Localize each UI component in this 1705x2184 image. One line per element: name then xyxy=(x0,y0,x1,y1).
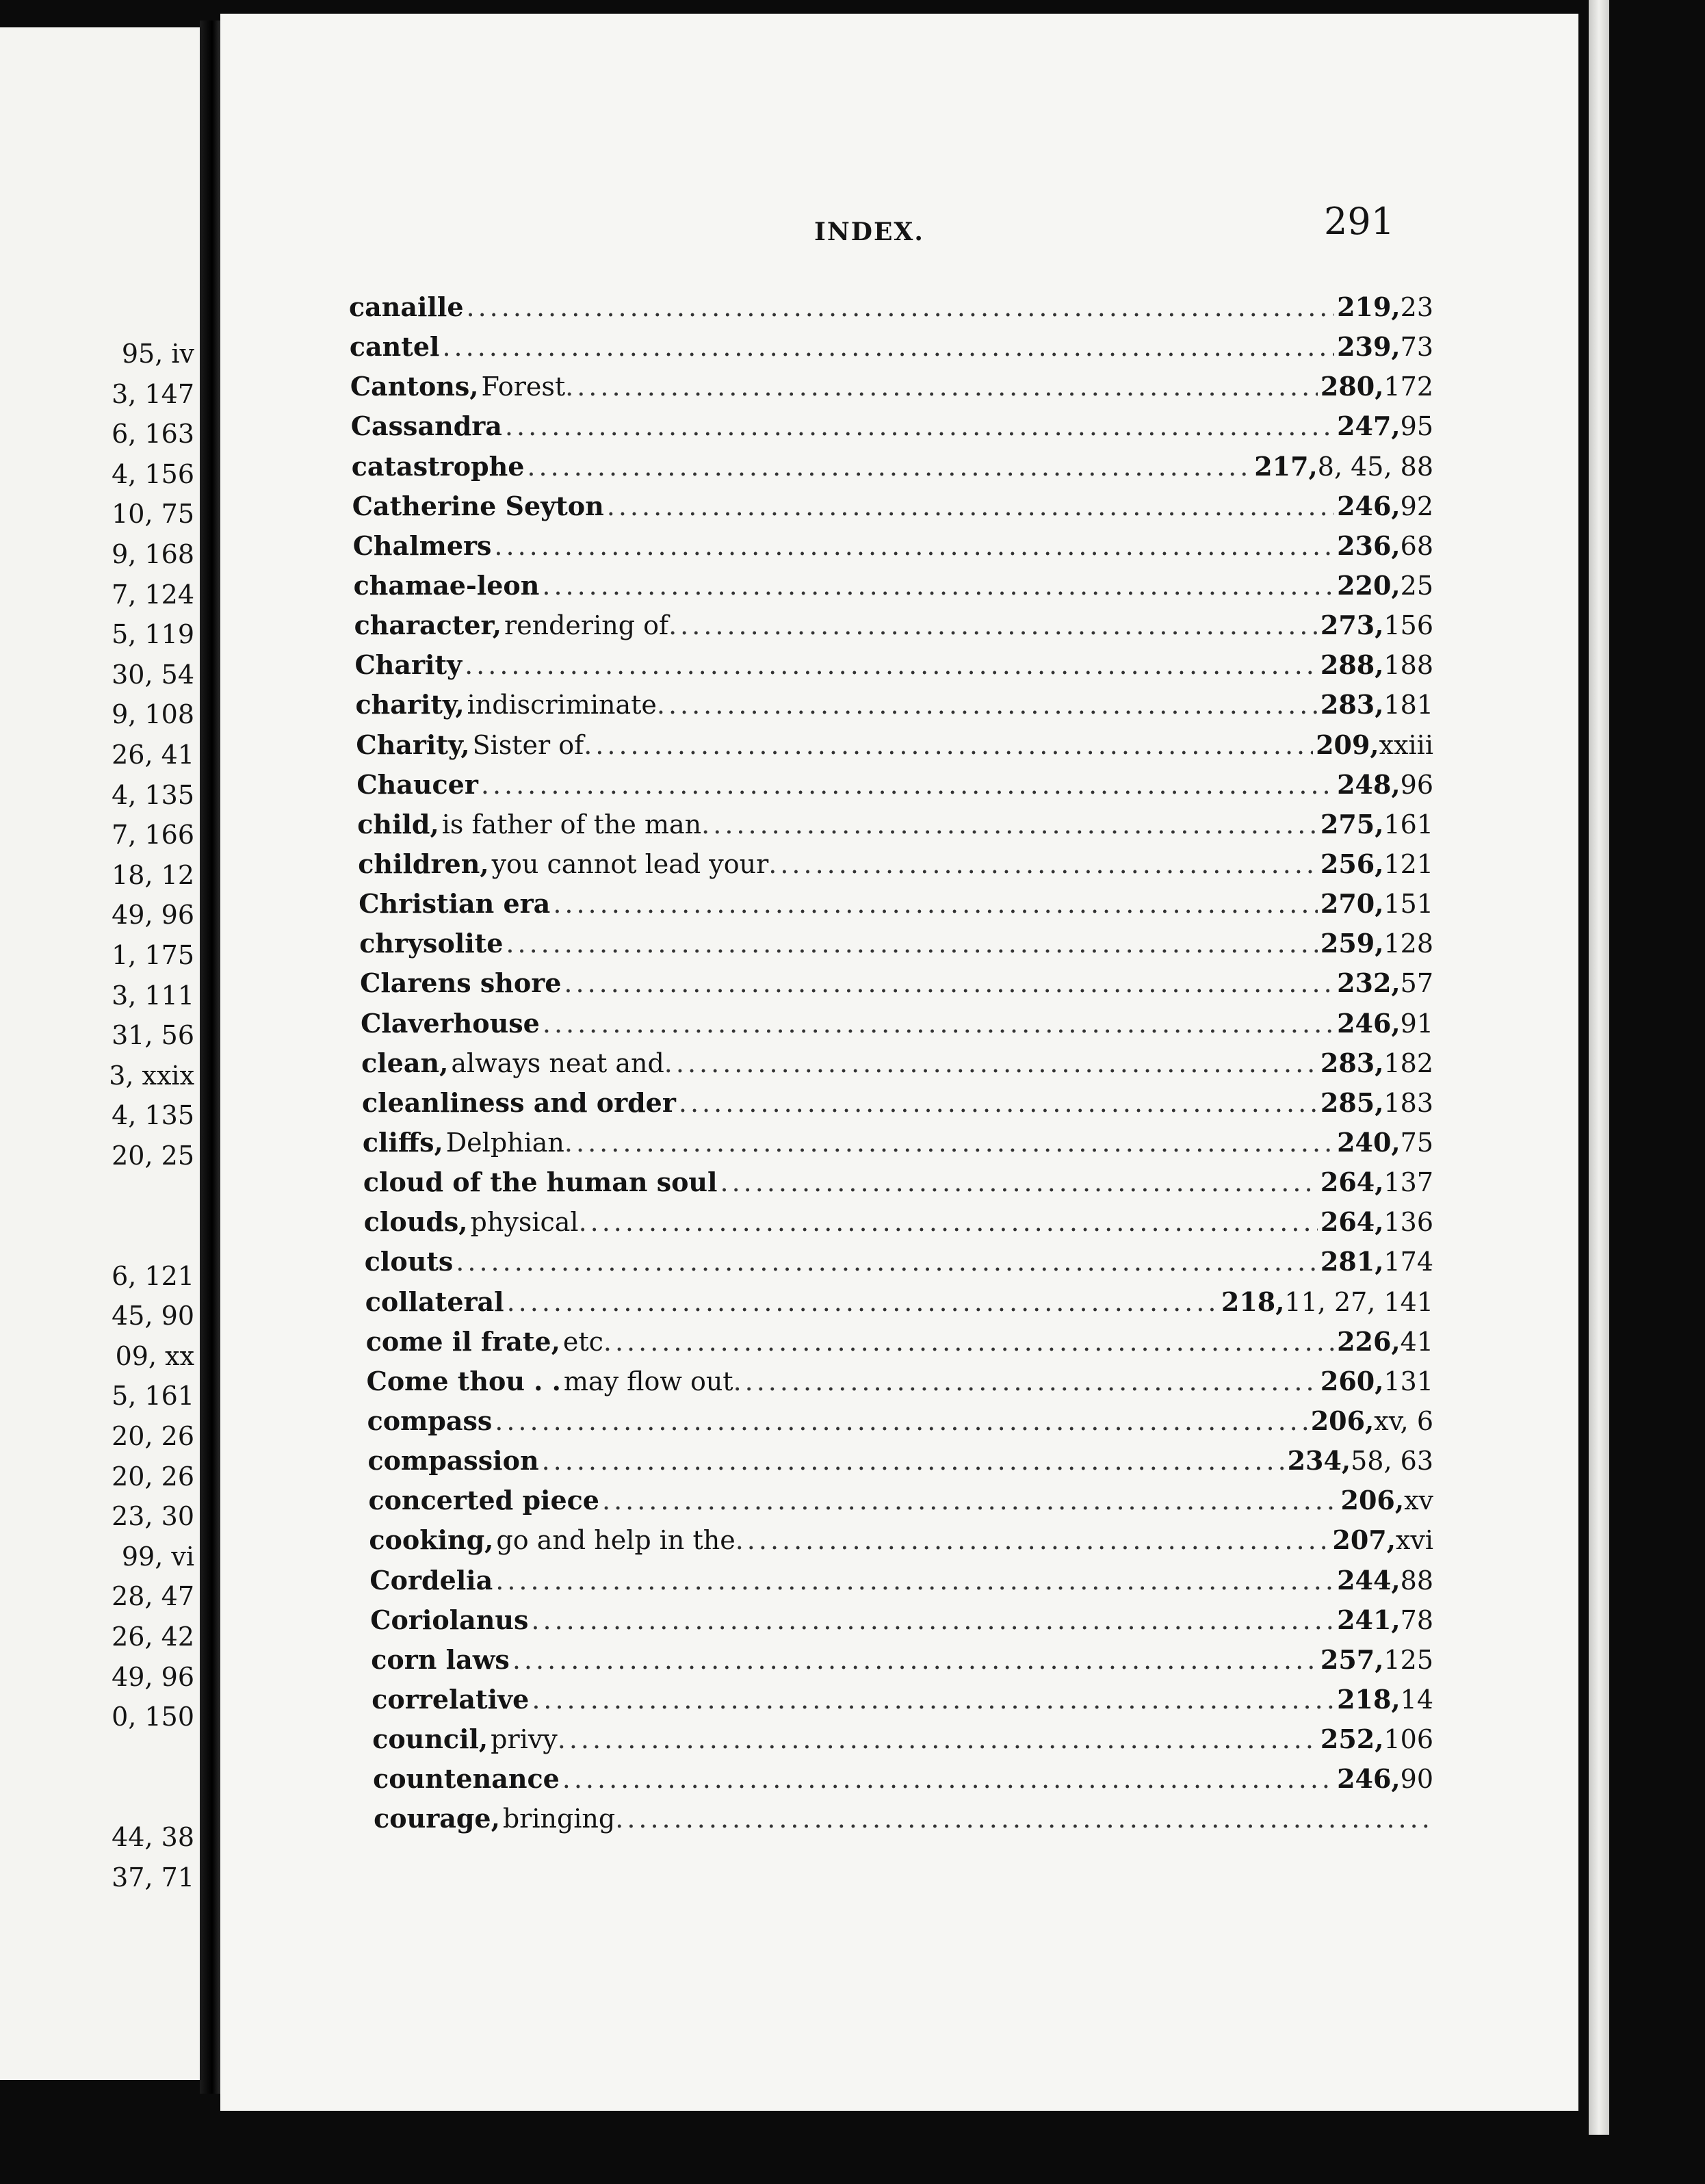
page-reference: 281, xyxy=(1320,1246,1384,1277)
dot-leader xyxy=(720,1162,1318,1202)
index-term: Chaucer xyxy=(356,768,478,800)
page-reference: 247, xyxy=(1337,411,1401,442)
page-reference: 220, xyxy=(1337,569,1401,601)
index-entry xyxy=(349,765,1433,805)
dot-leader xyxy=(494,526,1334,566)
dot-leader xyxy=(579,1202,1318,1242)
page-reference-extra: 172 xyxy=(1383,372,1433,402)
page-reference: 206, xyxy=(1310,1405,1375,1436)
index-term: concerted piece xyxy=(368,1485,599,1516)
facing-page-line: 37, 71 xyxy=(112,1862,194,1893)
dot-leader xyxy=(543,1004,1334,1043)
dot-leader xyxy=(512,1640,1318,1680)
index-term: come il frate, xyxy=(365,1325,560,1357)
index-entry xyxy=(349,327,1433,367)
index-term: character, xyxy=(354,610,502,641)
index-term: Cantons, xyxy=(350,371,479,402)
page-reference-extra: 11, 27, 141 xyxy=(1284,1286,1433,1317)
page-reference: 240, xyxy=(1337,1126,1401,1158)
page-reference-extra: 125 xyxy=(1383,1644,1433,1675)
dot-leader xyxy=(679,1083,1318,1123)
dot-leader xyxy=(542,1441,1285,1481)
index-term: Claverhouse xyxy=(361,1007,540,1039)
facing-page-line: 3, 111 xyxy=(112,980,194,1011)
page-reference-extra: 128 xyxy=(1383,928,1433,959)
page-reference-extra: xv, 6 xyxy=(1374,1405,1433,1436)
dot-leader xyxy=(736,1520,1330,1560)
page-reference: 209, xyxy=(1316,729,1379,760)
dot-leader xyxy=(481,765,1334,805)
page-reference-extra: 91 xyxy=(1400,1008,1433,1039)
index-term: cooking, xyxy=(369,1524,494,1556)
page-reference-extra: 174 xyxy=(1383,1247,1433,1277)
page-reference-extra: 23 xyxy=(1400,292,1433,322)
dot-leader xyxy=(506,924,1318,963)
index-term: collateral xyxy=(365,1286,504,1317)
index-term: corn laws xyxy=(371,1643,510,1675)
facing-page-line xyxy=(109,1175,194,1216)
index-entry xyxy=(349,844,1433,884)
dot-leader xyxy=(564,1123,1334,1162)
index-entry xyxy=(349,1600,1433,1640)
facing-page-line: 18, 12 xyxy=(112,859,194,890)
facing-page-line: 30, 54 xyxy=(112,659,194,690)
page-reference-extra: 96 xyxy=(1400,769,1433,800)
page-reference: 241, xyxy=(1337,1604,1401,1635)
page-reference-extra: 95 xyxy=(1400,411,1433,442)
page-reference-extra: 88 xyxy=(1400,1565,1433,1596)
index-entry xyxy=(349,1043,1433,1083)
dot-leader xyxy=(505,406,1334,446)
index-entry xyxy=(349,1481,1433,1520)
facing-page-line: 26, 42 xyxy=(112,1622,194,1652)
page-reference-extra: 137 xyxy=(1383,1167,1433,1198)
page-reference-extra: 106 xyxy=(1383,1724,1433,1755)
facing-page-line: 6, 121 xyxy=(112,1260,194,1291)
index-qualifier: is father of the man xyxy=(441,809,702,840)
page-reference-extra: 131 xyxy=(1383,1366,1433,1396)
book-gutter xyxy=(200,21,220,2094)
dot-leader xyxy=(456,1242,1318,1282)
index-term: clean, xyxy=(361,1047,449,1078)
page-reference: 244, xyxy=(1337,1564,1401,1596)
page-reference-extra: 73 xyxy=(1400,332,1433,363)
page-number: 291 xyxy=(1324,200,1395,243)
dot-leader xyxy=(768,844,1318,884)
index-term: correlative xyxy=(372,1683,530,1715)
index-entry xyxy=(349,1322,1433,1362)
index-qualifier: always neat and xyxy=(451,1048,664,1078)
page-reference: 252, xyxy=(1320,1724,1384,1755)
index-qualifier: you cannot lead your xyxy=(491,848,769,879)
page-reference-extra: 182 xyxy=(1383,1048,1433,1078)
dot-leader xyxy=(664,1043,1318,1083)
index-term: Clarens shore xyxy=(360,967,562,999)
dot-leader xyxy=(607,486,1334,526)
page-reference: 280, xyxy=(1320,371,1384,402)
facing-page-line: 7, 166 xyxy=(112,820,194,850)
facing-page-references xyxy=(109,334,194,1897)
facing-page-line: 09, xx xyxy=(115,1340,194,1371)
index-qualifier: bringing xyxy=(502,1804,616,1834)
index-term: canaille xyxy=(349,291,464,322)
page-reference: 239, xyxy=(1337,331,1401,363)
dot-leader xyxy=(701,805,1318,844)
index-term: cliffs, xyxy=(362,1126,443,1158)
index-qualifier: indiscriminate xyxy=(467,690,657,720)
facing-page-line: 20, 26 xyxy=(112,1421,194,1452)
index-entry xyxy=(349,1441,1433,1481)
index-qualifier: rendering of xyxy=(504,610,669,641)
page-reference-extra: 25 xyxy=(1400,570,1433,601)
index-term: council, xyxy=(372,1724,489,1755)
facing-page-line: 9, 168 xyxy=(112,538,194,569)
page-reference: 270, xyxy=(1320,888,1384,920)
page-reference-extra: 75 xyxy=(1400,1127,1433,1158)
index-entry xyxy=(349,1719,1433,1759)
facing-page xyxy=(0,27,200,2080)
index-entry xyxy=(349,1202,1433,1242)
page-reference-extra: 156 xyxy=(1383,610,1433,641)
page-reference-extra: 136 xyxy=(1383,1207,1433,1238)
page-reference-extra: 92 xyxy=(1400,491,1433,521)
page-reference: 283, xyxy=(1320,1047,1384,1078)
page-reference: 275, xyxy=(1320,808,1384,840)
dot-leader xyxy=(553,884,1318,924)
index-entry xyxy=(349,606,1433,645)
facing-page-line: 49, 96 xyxy=(112,900,194,931)
page-reference-extra: 188 xyxy=(1383,650,1433,681)
index-term: children, xyxy=(358,848,489,879)
page-reference: 219, xyxy=(1337,291,1401,322)
index-term: countenance xyxy=(373,1763,560,1795)
index-term: Coriolanus xyxy=(370,1604,529,1635)
page-reference-extra: 181 xyxy=(1383,690,1433,720)
page-reference-extra: 8, 45, 88 xyxy=(1317,451,1433,482)
facing-page-line xyxy=(109,1777,194,1817)
dot-leader xyxy=(562,1759,1334,1799)
index-entry xyxy=(349,1401,1433,1441)
index-term: Chalmers xyxy=(352,530,492,561)
facing-page-line: 23, 30 xyxy=(112,1501,194,1532)
page-reference: 259, xyxy=(1320,928,1384,959)
index-term: Come thou . . xyxy=(366,1365,561,1396)
index-entry xyxy=(349,406,1433,446)
index-term: cantel xyxy=(349,331,440,363)
index-qualifier: etc xyxy=(562,1326,603,1357)
facing-page-line: 9, 108 xyxy=(112,699,194,730)
index-term: cloud of the human soul xyxy=(363,1167,718,1198)
index-term: Christian era xyxy=(359,888,551,920)
index-term: chrysolite xyxy=(359,928,504,959)
facing-page-line: 28, 47 xyxy=(112,1581,194,1612)
page-reference: 260, xyxy=(1320,1365,1384,1396)
dot-leader xyxy=(668,606,1318,645)
page-reference: 218, xyxy=(1337,1683,1401,1715)
index-entry xyxy=(349,1520,1433,1560)
index-entry xyxy=(349,805,1433,844)
index-entry xyxy=(349,1123,1433,1162)
facing-page-line: 5, 119 xyxy=(112,619,194,650)
index-qualifier: physical xyxy=(470,1207,579,1238)
page-reference-extra: xv xyxy=(1404,1485,1433,1516)
facing-page-line: 45, 90 xyxy=(112,1301,194,1331)
page-reference: 217, xyxy=(1254,450,1318,482)
index-entry xyxy=(349,645,1433,685)
page-reference-extra: 57 xyxy=(1400,968,1433,999)
page-edge xyxy=(1589,0,1609,2135)
index-term: chamae-leon xyxy=(353,569,540,601)
dot-leader xyxy=(564,963,1334,1003)
index-entry xyxy=(349,367,1433,406)
page-reference-extra: 68 xyxy=(1400,530,1433,561)
facing-page-line: 20, 25 xyxy=(112,1140,194,1171)
dot-leader xyxy=(467,287,1335,327)
page-reference: 273, xyxy=(1320,610,1384,641)
page-reference-extra: 121 xyxy=(1383,848,1433,879)
index-qualifier: may flow out xyxy=(563,1366,733,1396)
page-reference-extra: 161 xyxy=(1383,809,1433,840)
index-entry xyxy=(349,566,1433,606)
dot-leader xyxy=(495,1561,1334,1600)
facing-page-line: 20, 26 xyxy=(112,1461,194,1492)
facing-page-line: 1, 175 xyxy=(112,939,194,970)
facing-page-line: 4, 135 xyxy=(112,1100,194,1131)
index-entry xyxy=(349,924,1433,963)
index-term: child, xyxy=(357,808,439,840)
index-term: clouds, xyxy=(363,1206,468,1238)
page-reference: 232, xyxy=(1337,967,1401,999)
dot-leader xyxy=(602,1481,1338,1520)
index-qualifier: Forest xyxy=(481,372,566,402)
facing-page-line: 10, 75 xyxy=(112,499,194,530)
dot-leader xyxy=(603,1322,1334,1362)
dot-leader xyxy=(442,327,1334,367)
index-qualifier: privy xyxy=(491,1724,558,1755)
index-term: clouts xyxy=(364,1246,454,1277)
dot-leader xyxy=(507,1282,1219,1322)
page-reference-extra: 14 xyxy=(1400,1684,1433,1715)
dot-leader xyxy=(615,1799,1431,1838)
index-term: compass xyxy=(367,1405,493,1436)
page-title: INDEX. xyxy=(814,218,924,246)
page-reference: 207, xyxy=(1332,1524,1396,1556)
facing-page-line: 95, iv xyxy=(121,339,194,369)
index-term: courage, xyxy=(374,1803,500,1834)
facing-page-line: 4, 135 xyxy=(112,779,194,810)
dot-leader xyxy=(495,1401,1307,1441)
index-term: Charity, xyxy=(356,729,470,760)
index-entry xyxy=(349,884,1433,924)
facing-page-line: 5, 161 xyxy=(112,1381,194,1412)
page-reference-extra: 78 xyxy=(1400,1604,1433,1635)
index-entry xyxy=(349,1680,1433,1719)
page-reference-extra: 41 xyxy=(1400,1326,1433,1357)
page-reference: 234, xyxy=(1287,1445,1351,1477)
page-reference: 246, xyxy=(1337,1763,1401,1795)
index-term: charity, xyxy=(355,689,465,720)
index-entry xyxy=(349,963,1433,1003)
facing-page-line: 99, vi xyxy=(121,1541,194,1572)
index-entry xyxy=(349,1162,1433,1202)
index-entry xyxy=(349,1362,1433,1401)
index-entry xyxy=(349,1242,1433,1282)
page-reference-extra: xxiii xyxy=(1379,729,1433,760)
facing-page-line: 3, 147 xyxy=(112,378,194,409)
index-term: Catherine Seyton xyxy=(352,490,604,521)
index-entry xyxy=(349,287,1433,327)
dot-leader xyxy=(527,447,1251,486)
facing-page-line: 3, xxix xyxy=(109,1060,194,1091)
dot-leader xyxy=(558,1719,1318,1759)
page-reference: 283, xyxy=(1320,689,1384,720)
facing-page-line: 7, 124 xyxy=(112,579,194,610)
index-term: cleanliness and order xyxy=(362,1087,676,1118)
dot-leader xyxy=(465,645,1318,685)
index-term: Charity xyxy=(354,649,463,681)
page-reference: 285, xyxy=(1320,1087,1384,1118)
index-qualifier: Delphian xyxy=(445,1127,564,1158)
page-reference: 264, xyxy=(1320,1206,1384,1238)
dot-leader xyxy=(532,1680,1334,1719)
page-reference-extra: xvi xyxy=(1395,1525,1433,1556)
page-reference: 246, xyxy=(1337,1007,1401,1039)
index-term: Cordelia xyxy=(369,1564,493,1596)
index-term: compassion xyxy=(367,1445,539,1477)
index-entry xyxy=(349,1799,1433,1838)
facing-page-line xyxy=(109,1216,194,1256)
facing-page-line: 4, 156 xyxy=(112,458,194,489)
facing-page-line: 49, 96 xyxy=(112,1661,194,1692)
index-entry xyxy=(349,1004,1433,1043)
dot-leader xyxy=(531,1600,1334,1640)
dot-leader xyxy=(565,367,1318,406)
index-qualifier: go and help in the xyxy=(496,1525,736,1556)
index-term: catastrophe xyxy=(351,450,525,482)
facing-page-line: 6, 163 xyxy=(112,419,194,450)
page-reference: 226, xyxy=(1337,1325,1401,1357)
index-entry xyxy=(349,1282,1433,1322)
page-reference: 248, xyxy=(1337,768,1401,800)
index-entry xyxy=(349,447,1433,486)
page-reference: 264, xyxy=(1320,1167,1384,1198)
facing-page-line: 31, 56 xyxy=(112,1020,194,1051)
index-qualifier: Sister of xyxy=(472,729,584,760)
facing-page-line xyxy=(109,1737,194,1778)
dot-leader xyxy=(733,1362,1318,1401)
page-reference: 206, xyxy=(1340,1485,1405,1516)
index-entry xyxy=(349,1759,1433,1799)
facing-page-line: 44, 38 xyxy=(112,1821,194,1852)
index-entry xyxy=(349,526,1433,566)
index-term: Cassandra xyxy=(350,411,502,442)
page-reference: 236, xyxy=(1337,530,1401,561)
index-entry xyxy=(349,486,1433,526)
index-entry xyxy=(349,1083,1433,1123)
dot-leader xyxy=(584,725,1313,765)
index-entry xyxy=(349,1561,1433,1600)
dot-leader xyxy=(542,566,1334,606)
index-entry xyxy=(349,1640,1433,1680)
page-reference: 218, xyxy=(1221,1286,1285,1317)
page-reference-extra: 183 xyxy=(1383,1087,1433,1118)
page-reference: 256, xyxy=(1320,848,1384,879)
index-entry xyxy=(349,685,1433,725)
page-reference-extra: 58, 63 xyxy=(1351,1446,1433,1477)
page-reference-extra: 90 xyxy=(1400,1764,1433,1795)
page-reference: 246, xyxy=(1337,490,1401,521)
page-reference: 288, xyxy=(1320,649,1384,681)
dot-leader xyxy=(657,685,1318,725)
facing-page-line: 0, 150 xyxy=(112,1702,194,1732)
page-reference-extra: 151 xyxy=(1383,889,1433,920)
index-entry-list xyxy=(349,287,1433,1838)
index-entry xyxy=(349,725,1433,765)
page-reference: 257, xyxy=(1320,1643,1384,1675)
facing-page-line: 26, 41 xyxy=(112,739,194,770)
